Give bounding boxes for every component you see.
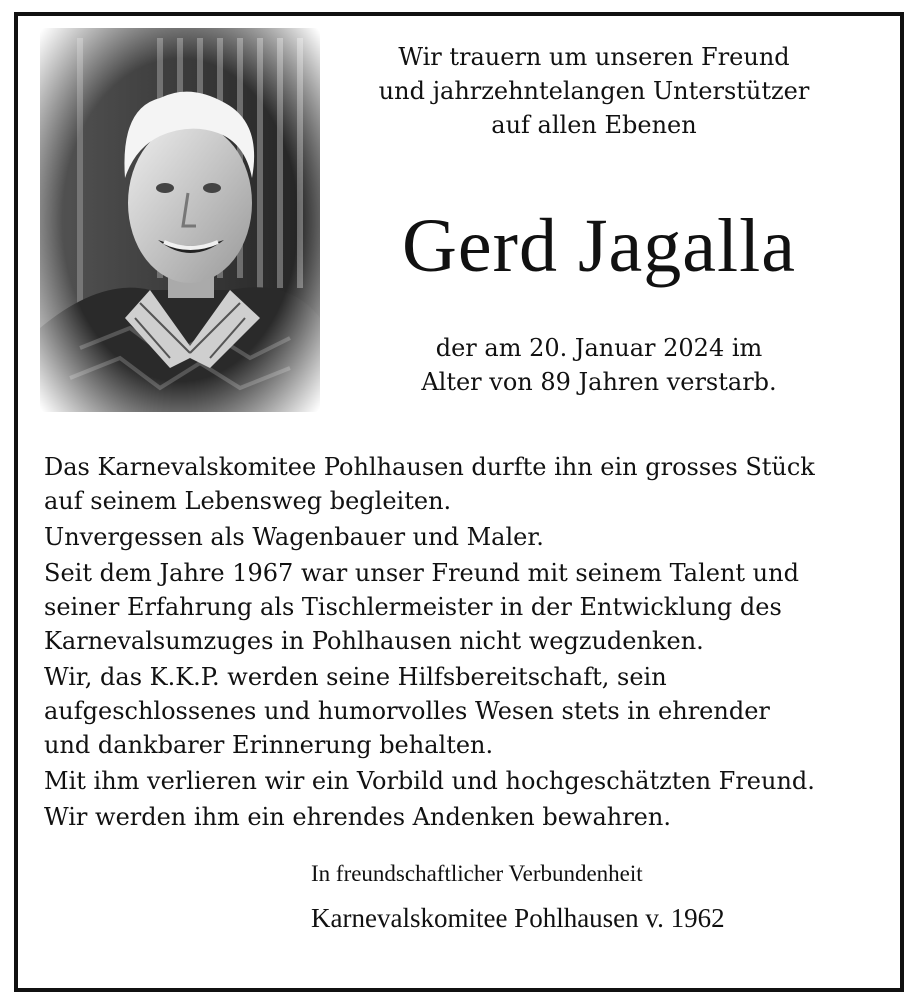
death-line: der am 20. Januar 2024 im	[435, 334, 763, 362]
body-paragraph	[44, 764, 864, 798]
body-line: Das Karnevalskomitee Pohlhausen durfte ihn ein grosses Stück	[44, 453, 815, 481]
obituary-body	[44, 450, 864, 836]
body-paragraph	[44, 520, 864, 554]
portrait-photo	[40, 28, 320, 412]
body-paragraph	[44, 450, 864, 518]
body-line: Wir, das K.K.P. werden seine Hilfsbereitschaft, sein	[44, 663, 667, 691]
body-line: Unvergessen als Wagenbauer und Maler.	[44, 523, 544, 551]
intro-line: Wir trauern um unseren Freund	[398, 43, 790, 71]
body-line: Mit ihm verlieren wir ein Vorbild und hochgeschätzten Freund.	[44, 767, 815, 795]
body-paragraph	[44, 660, 864, 762]
intro-line: und jahrzehntelangen Unterstützer	[378, 77, 810, 105]
death-line: Alter von 89 Jahren verstarb.	[421, 368, 777, 396]
closing-phrase: In freundschaftlicher Verbundenheit	[311, 861, 643, 886]
deceased-name: Gerd Jagalla	[402, 204, 796, 288]
body-paragraph	[44, 800, 864, 834]
intro-text	[364, 40, 824, 142]
intro-line: auf allen Ebenen	[491, 111, 697, 139]
body-line: Seit dem Jahre 1967 war unser Freund mit seinem Talent und	[44, 559, 799, 587]
death-details	[364, 331, 834, 399]
body-paragraph	[44, 556, 864, 658]
body-line: Karnevalsumzuges in Pohlhausen nicht wegzudenken.	[44, 627, 704, 655]
body-line: auf seinem Lebensweg begleiten.	[44, 487, 452, 515]
body-line: Wir werden ihm ein ehrendes Andenken bewahren.	[44, 803, 671, 831]
body-line: aufgeschlossenes und humorvolles Wesen stets in ehrender	[44, 697, 770, 725]
body-line: seiner Erfahrung als Tischlermeister in der Entwicklung des	[44, 593, 782, 621]
body-line: und dankbarer Erinnerung behalten.	[44, 731, 494, 759]
signature: Karnevalskomitee Pohlhausen v. 1962	[311, 903, 725, 933]
